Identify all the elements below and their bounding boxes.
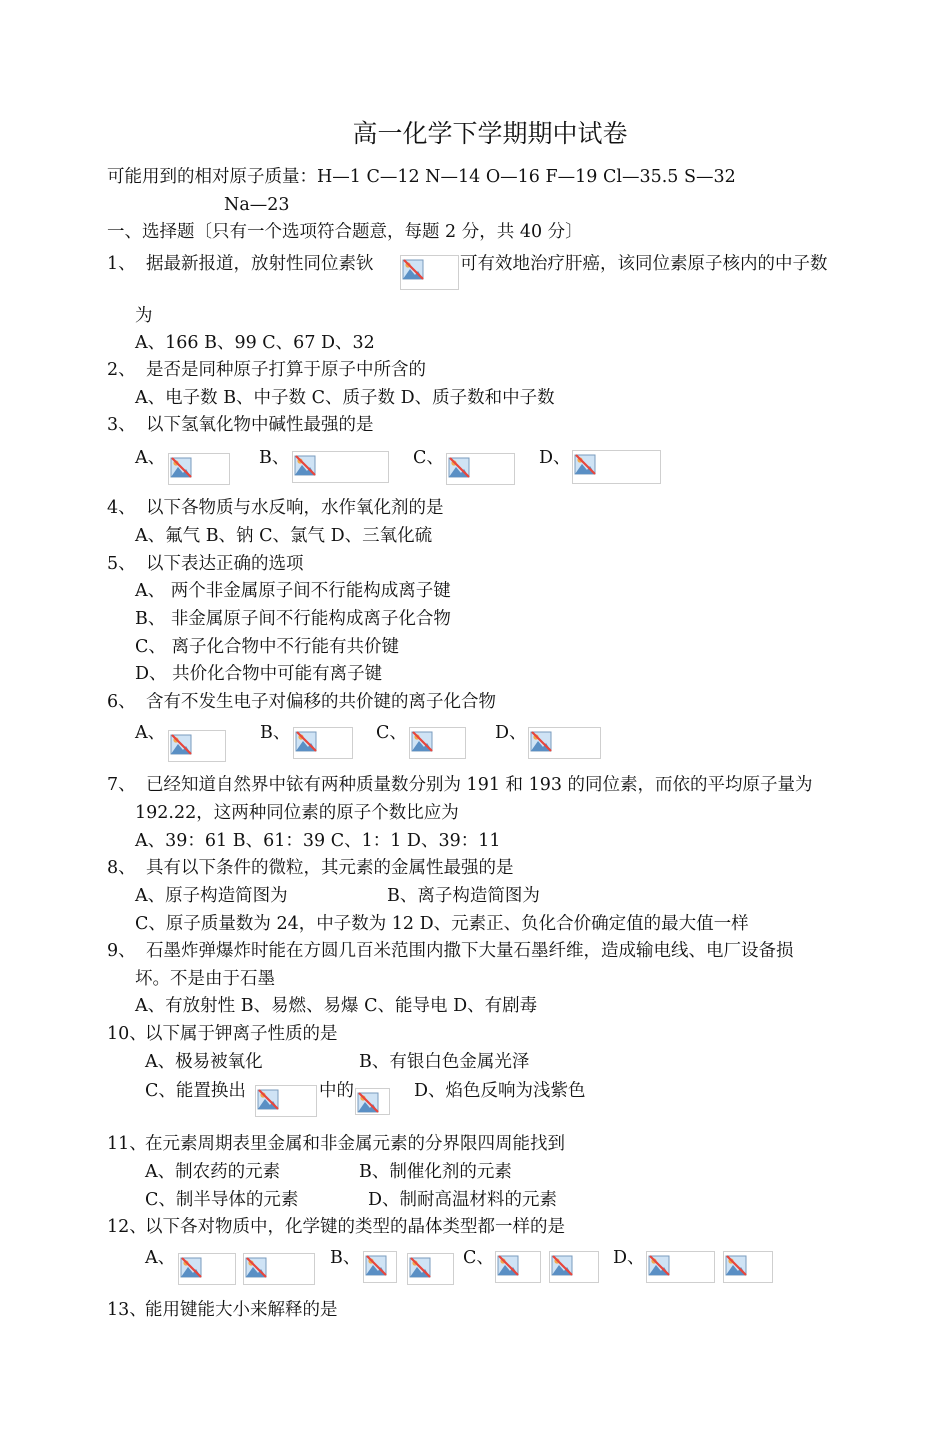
q2-options: A、电子数 B、中子数 C、质子数 D、质子数和中子数 [135,388,555,408]
atomic-mass-line-2: Na—23 [224,195,290,215]
q3-option-d-image [572,450,661,484]
q5-option-c: C、 离子化合物中不行能有共价键 [135,637,399,657]
q8-option-b: B、离子构造简图为 [387,886,540,906]
q7-options: A、39：61 B、61：39 C、1：1 D、39：11 [135,831,501,851]
q8-option-a: A、原子构造简图为 [135,886,288,906]
q3-option-b-image [292,451,389,483]
q10-number: 10、 [107,1024,147,1044]
q3-stem: 以下氢氧化物中碱性最强的是 [146,415,374,435]
q9-stem-a: 石墨炸弹爆炸时能在方圆几百米范围内撒下大量石墨纤维，造成输电线、电厂设备损 [146,941,794,961]
q11-option-a: A、制农药的元素 [145,1162,281,1182]
q6-option-d-label: D、 [495,723,527,743]
q7-stem-a: 已经知道自然界中铱有两种质量数分别为 191 和 193 的同位素，而依的平均原子量为 [146,775,813,795]
q1-stem-b: 可有效地治疗肝癌，该同位素原子核内的中子数 [460,254,828,274]
q3-option-b-label: B、 [259,448,290,468]
atomic-mass-line-1: 可能用到的相对原子质量：H—1 C—12 N—14 O—16 F—19 Cl—35.5 S—32 [107,167,736,187]
q12-option-d-image-1 [646,1251,715,1283]
q6-option-c-label: C、 [376,723,407,743]
q6-option-a-image [168,730,226,762]
q3-option-c-image [446,453,515,485]
q6-option-c-image [409,727,466,759]
q8-number: 8、 [107,858,136,878]
q12-option-c-label: C、 [463,1248,494,1268]
q1-options: A、166 B、99 C、67 D、32 [135,333,375,353]
q9-number: 9、 [107,941,136,961]
q12-option-a-label: A、 [145,1248,176,1268]
q8-stem: 具有以下条件的微粒，其元素的金属性最强的是 [146,858,514,878]
q11-option-b: B、制催化剂的元素 [359,1162,512,1182]
q12-option-a-image-2 [243,1253,315,1285]
page-title: 高一化学下学期期中试卷 [352,119,628,148]
q12-option-b-label: B、 [330,1248,361,1268]
q3-option-c-label: C、 [413,448,444,468]
q3-option-d-label: D、 [539,448,571,468]
q6-number: 6、 [107,692,136,712]
q5-stem: 以下表达正确的选项 [146,554,304,574]
q10-option-d: D、焰色反响为浅紫色 [414,1081,586,1101]
q12-stem: 以下各对物质中，化学键的类型的晶体类型都一样的是 [145,1217,565,1237]
q6-option-b-label: B、 [260,723,291,743]
q5-option-a: A、 两个非金属原子间不行能构成离子键 [135,581,451,601]
q12-option-c-image-2 [549,1251,599,1283]
section-1-header: 一、选择题〔只有一个选项符合题意，每题 2 分，共 40 分〕 [107,222,583,242]
q3-option-a-image [168,453,230,485]
q3-number: 3、 [107,415,136,435]
q12-option-d-label: D、 [613,1248,645,1268]
q12-number: 12、 [107,1217,147,1237]
q4-number: 4、 [107,498,136,518]
q6-option-a-label: A、 [135,723,166,743]
q10-option-a: A、极易被氧化 [145,1052,263,1072]
q10-option-c-part1: C、能置换出 [145,1081,246,1101]
q12-option-c-image-1 [495,1251,541,1283]
q10-option-c-image-1 [255,1085,317,1117]
q10-option-c-image-2 [355,1088,390,1115]
q12-option-b-image-1 [363,1251,397,1283]
q12-option-b-image-2 [407,1253,454,1285]
q2-stem: 是否是同种原子打算于原子中所含的 [146,360,426,380]
q4-options: A、氟气 B、钠 C、氯气 D、三氧化硫 [135,526,433,546]
q11-number: 11、 [107,1134,147,1154]
q3-option-a-label: A、 [135,448,166,468]
q10-option-c-part2: 中的 [319,1081,354,1101]
q5-option-d: D、 共价化合物中可能有离子键 [135,664,383,684]
q13-stem: 能用键能大小来解释的是 [145,1300,338,1320]
q6-stem: 含有不发生电子对偏移的共价键的离子化合物 [146,692,496,712]
q10-stem: 以下属于钾离子性质的是 [145,1024,338,1044]
q9-stem-b: 坏。不是由于石墨 [135,969,275,989]
q1-stem-a: 据最新报道，放射性同位素钬 [146,254,374,274]
q9-options: A、有放射性 B、易燃、易爆 C、能导电 D、有剧毒 [135,996,538,1016]
q12-option-a-image-1 [178,1253,236,1285]
q7-stem-b: 192.22，这两种同位素的原子个数比应为 [135,803,459,823]
q5-option-b: B、 非金属原子间不行能构成离子化合物 [135,609,451,629]
q10-option-b: B、有银白色金属光泽 [359,1052,530,1072]
q1-stem-c: 为 [135,306,153,326]
q5-number: 5、 [107,554,136,574]
q11-option-c: C、制半导体的元素 [145,1190,299,1210]
q6-option-b-image [293,727,353,759]
q11-option-d: D、制耐高温材料的元素 [368,1190,558,1210]
q1-isotope-image [400,255,459,290]
q11-stem: 在元素周期表里金属和非金属元素的分界限四周能找到 [145,1134,565,1154]
q7-number: 7、 [107,775,136,795]
q13-number: 13、 [107,1300,147,1320]
q1-number: 1、 [107,254,136,274]
q4-stem: 以下各物质与水反响，水作氧化剂的是 [146,498,444,518]
q8-options-cd: C、原子质量数为 24，中子数为 12 D、元素正、负化合价确定值的最大值一样 [135,914,749,934]
q12-option-d-image-2 [723,1251,773,1283]
q6-option-d-image [528,727,601,759]
q2-number: 2、 [107,360,136,380]
